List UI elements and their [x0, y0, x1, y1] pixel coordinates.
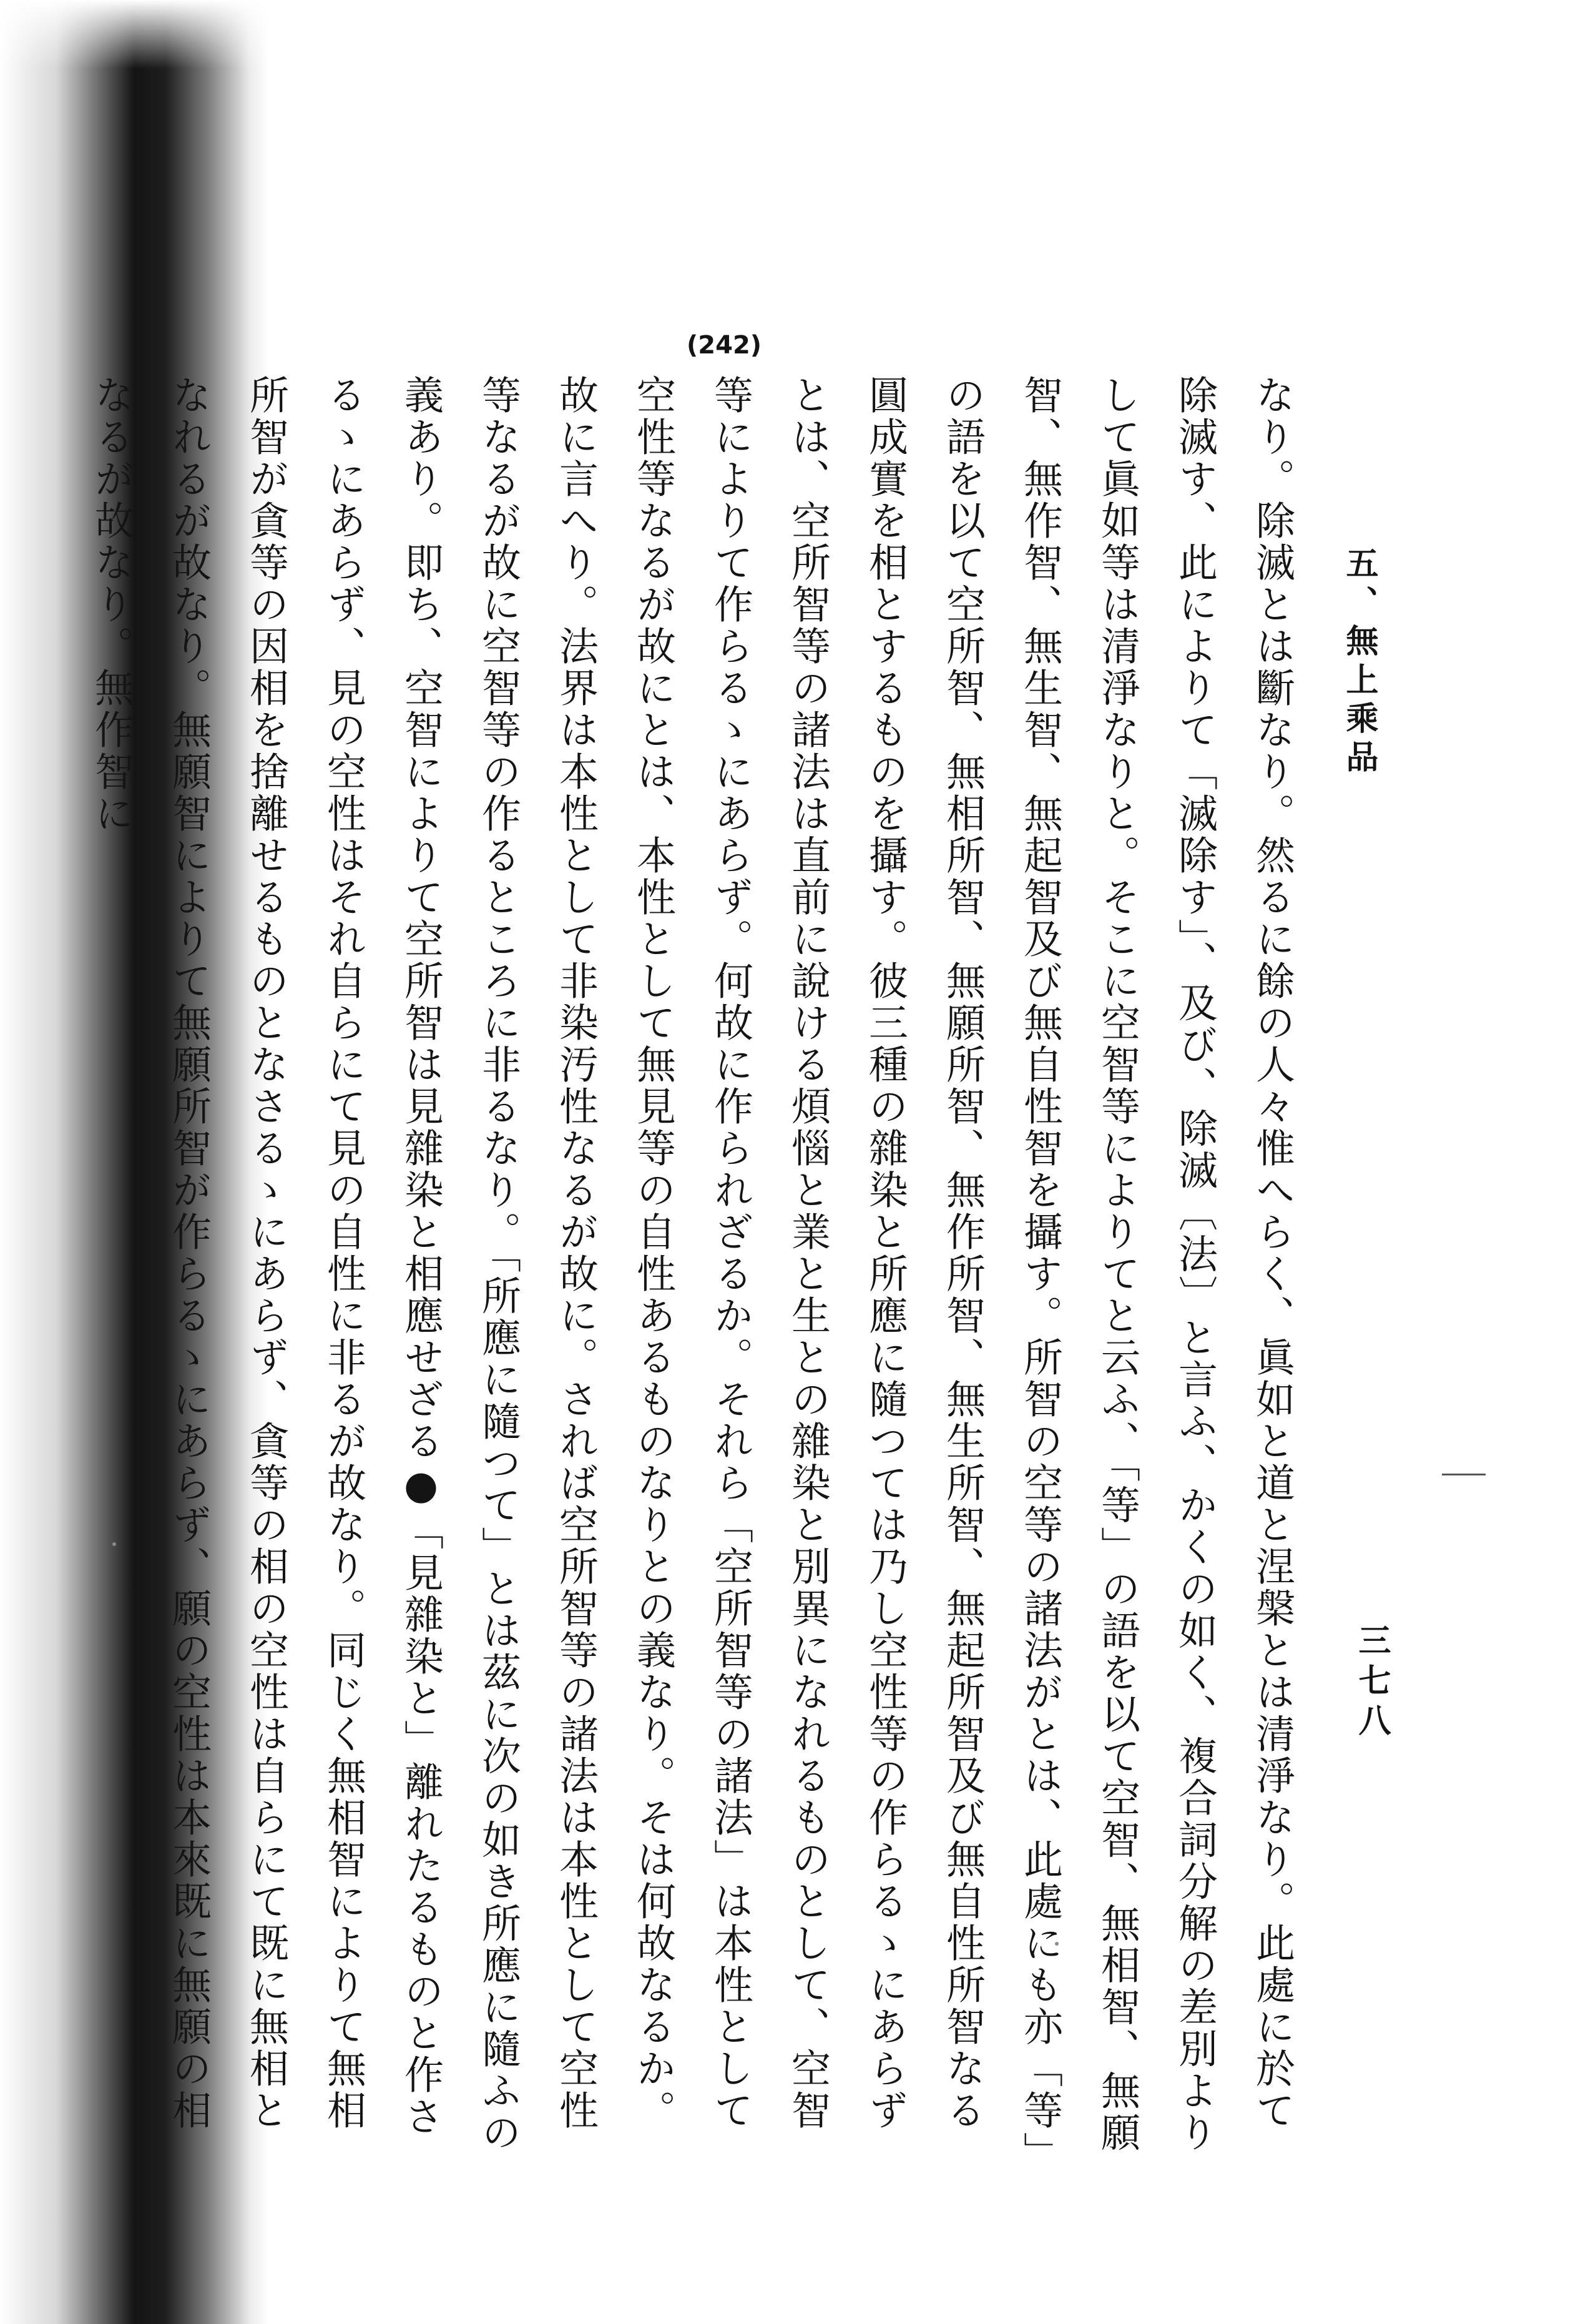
- page-number: 三七八: [1353, 1623, 1391, 1743]
- running-header: 五、無上乘品: [1340, 546, 1378, 779]
- body-text: [89, 375, 1311, 2160]
- reference-number: (242): [687, 331, 762, 360]
- binding-fade: [0, 0, 268, 69]
- stray-mark: [1442, 1474, 1486, 1475]
- body-paragraph: なり。除滅とは斷なり。然るに餘の人々惟へらく、眞如と道と涅槃とは清淨なり。此處に於て除滅す、此によりて「滅除す」、及び、除滅〔法〕と言ふ、かくの如く、複合詞分解の差別よりして眞如等は清淨なりと。そこに空智等によりてと云ふ、「等」の語を以て空智、無相智、無願智、無作智、無生智、無起智及び無自性智を攝す。所智の空等の諸法がとは、此處にも亦「等」の語を以て空所智、無相所智、無願所智、無作所智、無生所智、無起所智及び無自性所智なる圓成實を相とするものを攝す。彼三種の雜染と所應に隨つては乃し空性等の作らるゝにあらずとは、空所智等の諸法は直前に說ける煩惱と業と生との雜染と別異になれるものとして、空智等によりて作らるゝにあらず。何故に作られざるか。それら「空所智等の諸法」は本性として空性等なるが故にとは、本性として無見等の自性あるものなりとの義なり。そは何故なるか。故に言へり。法界は本性として非染汚性なるが故に。されば空所智等の諸法は本性として空性等なるが故に空智等の作るところに非るなり。「所應に隨つて」とは茲に次の如き所應に隨ふの義あり。即ち、空智によりて空所智は見雜染と相應せざる●「見雜染と」離れたるものと作さるゝにあらず、見の空性はそれ自らにて見の自性に非るが故なり。同じく無相智によりて無相所智が貪等の因相を捨離せるものとなさるゝにあらず、貪等の相の空性は自らにて既に無相となれるが故なり。無願智によりて無願所智が作らるゝにあらず、願の空性は本來既に無願の相なるが故なり。無作智に: [89, 375, 1295, 2154]
